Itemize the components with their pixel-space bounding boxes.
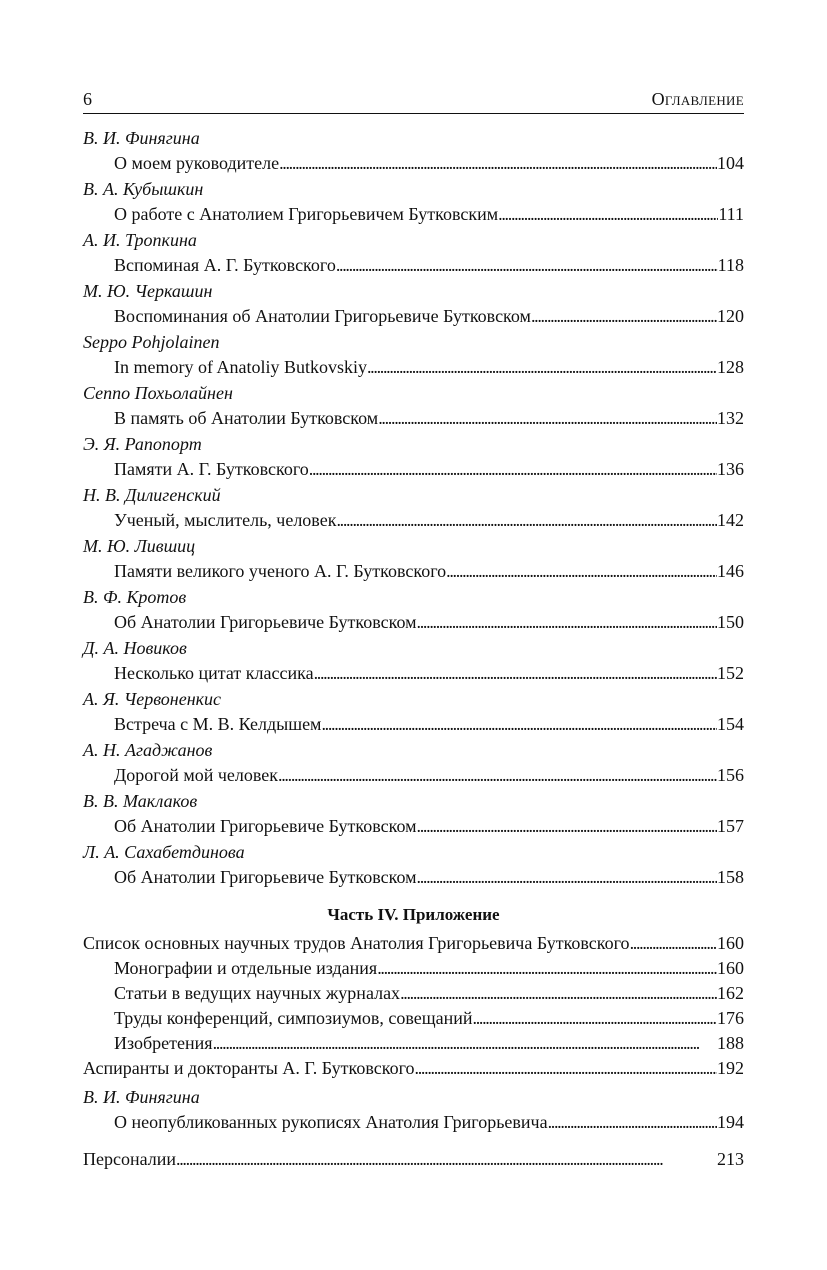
dot-leader	[400, 981, 717, 1006]
toc-entries	[83, 126, 744, 891]
entry-page: 150	[717, 612, 744, 632]
entry-page: 128	[717, 357, 744, 377]
entry-author: Seppo Pohjolainen	[83, 332, 220, 352]
entry-author: В. В. Маклаков	[83, 791, 198, 811]
entry-page: 192	[717, 1058, 744, 1078]
entry-title: О неопубликованных рукописях Анатолия Григорьевича	[114, 1112, 548, 1132]
toc-entry[interactable]	[83, 228, 744, 279]
dot-leader	[415, 1056, 717, 1081]
dot-leader	[321, 712, 717, 737]
entry-page: 118	[717, 255, 744, 275]
toc-entry[interactable]	[83, 177, 744, 228]
part-heading: Часть IV. Приложение	[327, 905, 500, 924]
toc-entry[interactable]	[83, 534, 744, 585]
entry-author: М. Ю. Черкашин	[83, 281, 213, 301]
entry-page: 160	[717, 933, 744, 953]
toc-entry[interactable]	[83, 585, 744, 636]
entry-page: 154	[717, 714, 744, 734]
entry-page: 213	[717, 1149, 744, 1169]
entry-title: Вспоминая А. Г. Бутковского	[114, 255, 336, 275]
entry-page: 142	[717, 510, 744, 530]
toc-entry[interactable]	[83, 687, 744, 738]
dot-leader	[213, 1031, 717, 1056]
dot-leader	[314, 661, 717, 686]
entry-author: В. Ф. Кротов	[83, 587, 187, 607]
entry-author: В. А. Кубышкин	[83, 179, 204, 199]
entry-title: In memory of Anatoliy Butkovskiy	[114, 357, 367, 377]
entry-page: 104	[717, 153, 744, 173]
dot-leader	[378, 406, 717, 431]
entry-title: Статьи в ведущих научных журналах	[114, 983, 401, 1003]
entry-title: Аспиранты и докторанты А. Г. Бутковского	[83, 1058, 415, 1078]
dot-leader	[630, 931, 717, 956]
dot-leader	[278, 763, 717, 788]
entry-author: Н. В. Дилигенский	[83, 485, 221, 505]
toc-entry[interactable]	[83, 636, 744, 687]
entry-title: Список основных научных трудов Анатолия Григорьевича Бутковского	[83, 933, 630, 953]
toc-entry[interactable]	[83, 432, 744, 483]
running-title: Оглавление	[651, 89, 744, 109]
entry-page: 162	[717, 983, 744, 1003]
toc-entry-aspirants[interactable]	[83, 1056, 744, 1081]
entry-title: О моем руководителе	[114, 153, 280, 173]
entry-author: Э. Я. Рапопорт	[83, 434, 202, 454]
entry-title: Памяти А. Г. Бутковского	[114, 459, 309, 479]
dot-leader	[336, 253, 718, 278]
dot-leader	[176, 1147, 717, 1172]
dot-leader	[417, 814, 717, 839]
toc-subentry[interactable]	[83, 1006, 744, 1031]
entry-title: Воспоминания об Анатолии Григорьевиче Бутковском	[114, 306, 531, 326]
dot-leader	[498, 202, 718, 227]
toc-entry-works[interactable]	[83, 931, 744, 956]
dot-leader	[367, 355, 717, 380]
entry-title: Об Анатолии Григорьевиче Бутковском	[114, 816, 417, 836]
entry-page: 152	[717, 663, 744, 683]
dot-leader	[548, 1110, 717, 1135]
dot-leader	[417, 610, 717, 635]
dot-leader	[279, 151, 717, 176]
entry-page: 158	[717, 867, 744, 887]
toc-entry-last[interactable]	[83, 1110, 744, 1135]
entry-title: Монографии и отдельные издания	[114, 958, 378, 978]
toc-subentry[interactable]	[83, 981, 744, 1006]
toc-subentry[interactable]	[83, 956, 744, 981]
dot-leader	[336, 508, 717, 533]
entry-page: 136	[717, 459, 744, 479]
entry-author: А. Я. Червоненкис	[83, 689, 222, 709]
entry-title: Встреча с М. В. Келдышем	[114, 714, 322, 734]
entry-author: А. Н. Агаджанов	[83, 740, 213, 760]
toc-entry[interactable]	[83, 483, 744, 534]
entry-page: 156	[717, 765, 744, 785]
entry-page: 160	[717, 958, 744, 978]
entry-author: Л. А. Сахабетдинова	[83, 842, 245, 862]
entry-author: В. И. Финягина	[83, 128, 200, 148]
entry-page: 188	[717, 1033, 744, 1053]
entry-title: В память об Анатолии Бутковском	[114, 408, 379, 428]
toc-entry-personalia[interactable]	[83, 1147, 744, 1172]
entry-title: Об Анатолии Григорьевиче Бутковском	[114, 612, 417, 632]
entry-title: Несколько цитат классика	[114, 663, 314, 683]
entry-author: А. И. Тропкина	[83, 230, 197, 250]
dot-leader	[473, 1006, 718, 1031]
entry-title: О работе с Анатолием Григорьевичем Бутковским	[114, 204, 499, 224]
entry-author: Сеппо Похьолайнен	[83, 383, 233, 403]
entry-author: М. Ю. Лившиц	[83, 536, 196, 556]
entry-title: Памяти великого ученого А. Г. Бутковского	[114, 561, 447, 581]
entry-title: Об Анатолии Григорьевиче Бутковском	[114, 867, 417, 887]
page-number: 6	[83, 89, 92, 109]
entry-title: Дорогой мой человек	[114, 765, 279, 785]
entry-page: 111	[718, 204, 744, 224]
dot-leader	[446, 559, 717, 584]
page-header	[83, 88, 744, 114]
entry-title: Ученый, мыслитель, человек	[114, 510, 337, 530]
entry-page: 132	[717, 408, 744, 428]
entry-page: 157	[717, 816, 744, 836]
dot-leader	[309, 457, 717, 482]
toc-entry[interactable]	[83, 381, 744, 432]
toc-entry[interactable]	[83, 126, 744, 177]
entry-author: В. И. Финягина	[83, 1087, 200, 1107]
toc-entry[interactable]	[83, 279, 744, 330]
entry-page: 176	[717, 1008, 744, 1028]
entry-title: Труды конференций, симпозиумов, совещаний	[114, 1008, 473, 1028]
dot-leader	[531, 304, 717, 329]
dot-leader	[417, 865, 717, 890]
entry-title: Персоналии	[83, 1149, 177, 1169]
toc-entry[interactable]	[83, 738, 744, 789]
entry-page: 146	[717, 561, 744, 581]
entry-page: 194	[717, 1112, 744, 1132]
entry-author: Д. А. Новиков	[83, 638, 187, 658]
toc-entry[interactable]	[83, 840, 744, 891]
toc-entry[interactable]	[83, 330, 744, 381]
entry-title: Изобретения	[114, 1033, 213, 1053]
toc-subentry[interactable]	[83, 1031, 744, 1056]
dot-leader	[377, 956, 717, 981]
entry-page: 120	[717, 306, 744, 326]
toc-page	[83, 88, 744, 1172]
toc-entry[interactable]	[83, 789, 744, 840]
